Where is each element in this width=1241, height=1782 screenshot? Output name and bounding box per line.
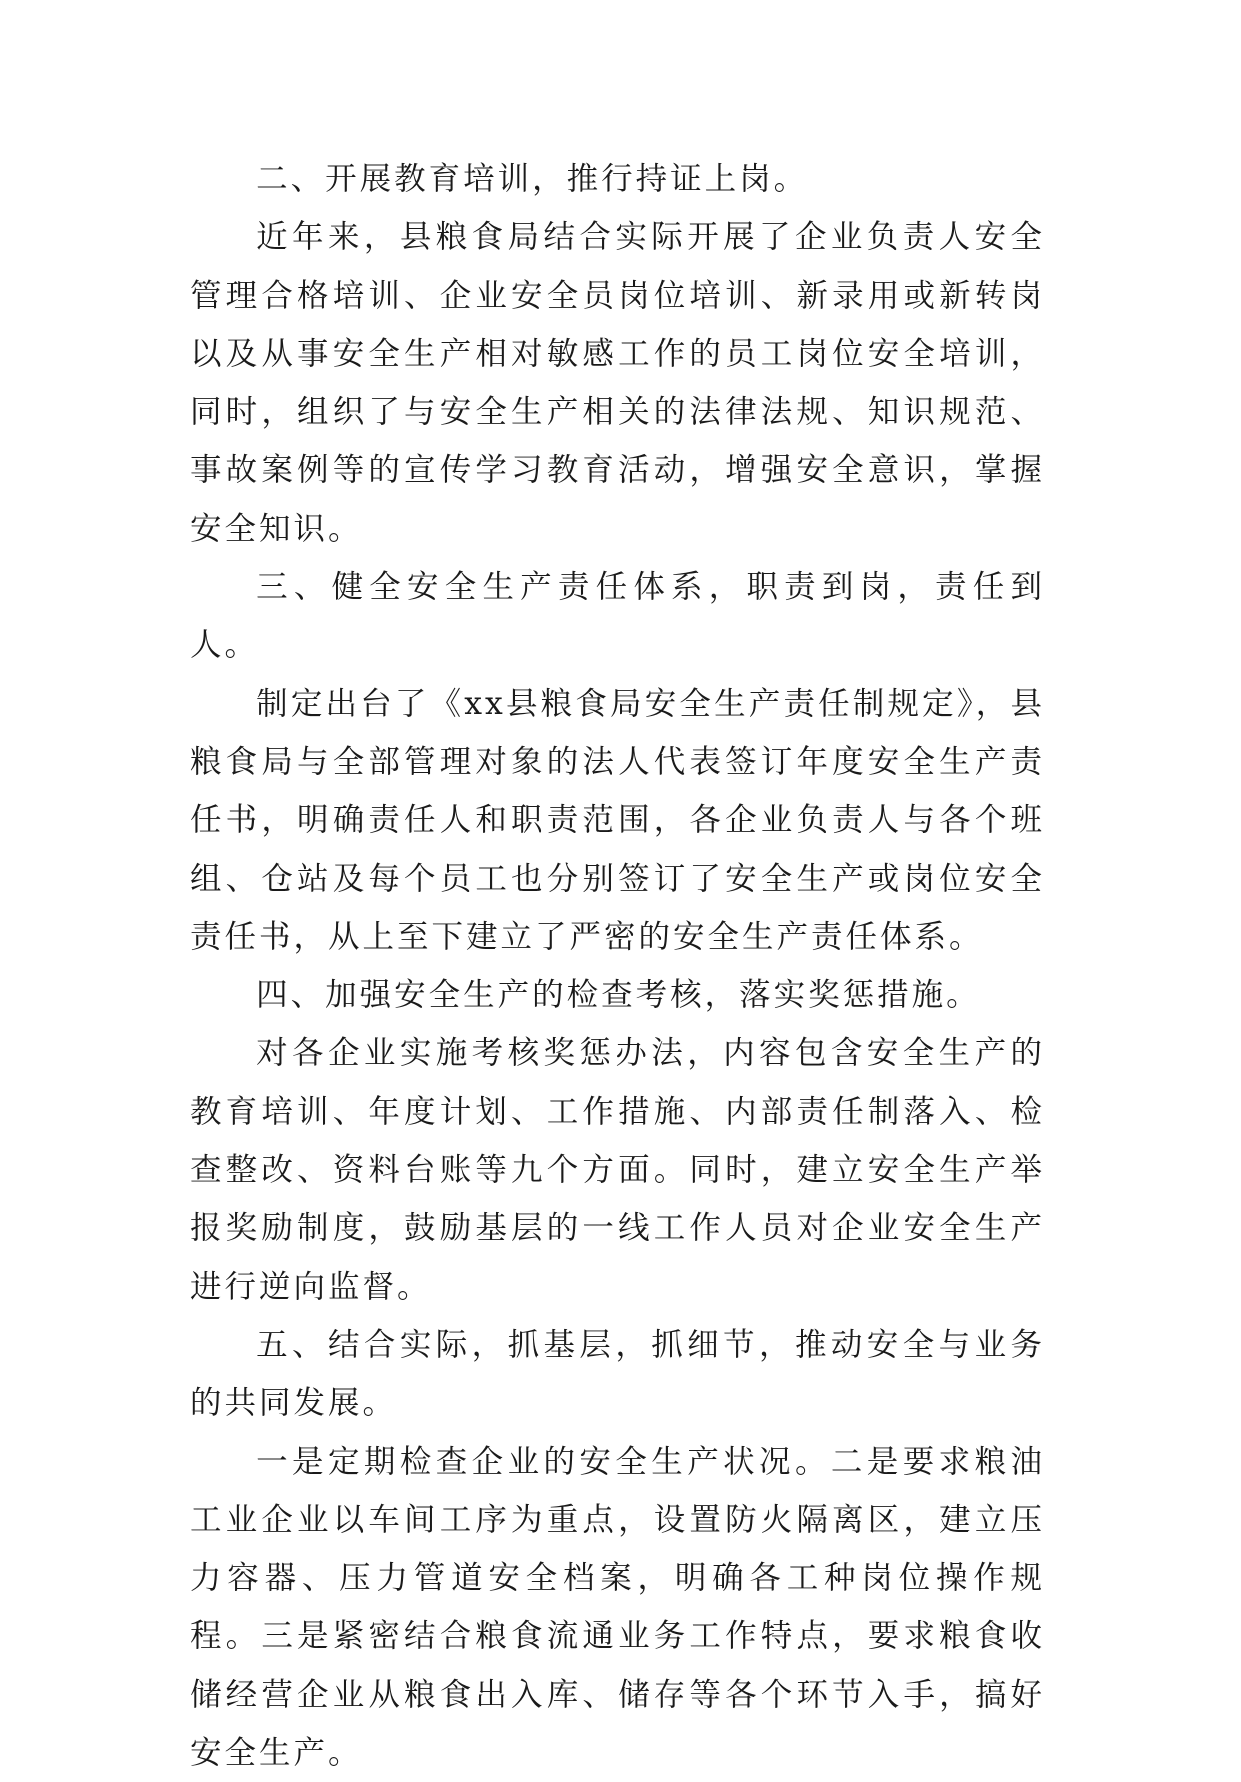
section-heading-responsibility-system: 三、健全安全生产责任体系，职责到岗，责任到人。 (190, 569, 1045, 664)
paragraph-grassroots-details: 一是定期检查企业的安全生产状况。二是要求粮油工业企业以车间工序为重点，设置防火隔离区，建立压力容器、压力管道安全档案，明确各工种岗位操作规程。三是紧密结合粮食流通业务工作特点，要求粮食收储经营企业从粮食出入库、储存等各个环节入手，搞好安全生产。 (190, 1443, 1045, 1772)
section-heading-education-training: 二、开展教育培训，推行持证上岗。 (256, 161, 809, 197)
paragraph-training-details: 近年来，县粮食局结合实际开展了企业负责人安全管理合格培训、企业安全员岗位培训、新录用或新转岗以及从事安全生产相对敏感工作的员工岗位安全培训，同时，组织了与安全生产相关的法律法规、知识规范、事故案例等的宣传学习教育活动，增强安全意识，掌握安全知识。 (190, 219, 1045, 547)
paragraph-assessment-details: 对各企业实施考核奖惩办法，内容包含安全生产的教育培训、年度计划、工作措施、内部责任制落入、检查整改、资料台账等九个方面。同时，建立安全生产举报奖励制度，鼓励基层的一线工作人员对企业安全生产进行逆向监督。 (190, 1035, 1045, 1305)
paragraph-responsibility-details: 制定出台了《xx县粮食局安全生产责任制规定》，县粮食局与全部管理对象的法人代表签订年度安全生产责任书，明确责任人和职责范围，各企业负责人与各个班组、仓站及每个员工也分别签订了安全生产或岗位安全责任书，从上至下建立了严密的安全生产责任体系。 (190, 685, 1045, 955)
document-body (190, 150, 1045, 1782)
section-heading-inspection-assessment: 四、加强安全生产的检查考核，落实奖惩措施。 (256, 977, 981, 1014)
section-heading-grassroots-details: 五、结合实际，抓基层，抓细节，推动安全与业务的共同发展。 (190, 1326, 1045, 1422)
